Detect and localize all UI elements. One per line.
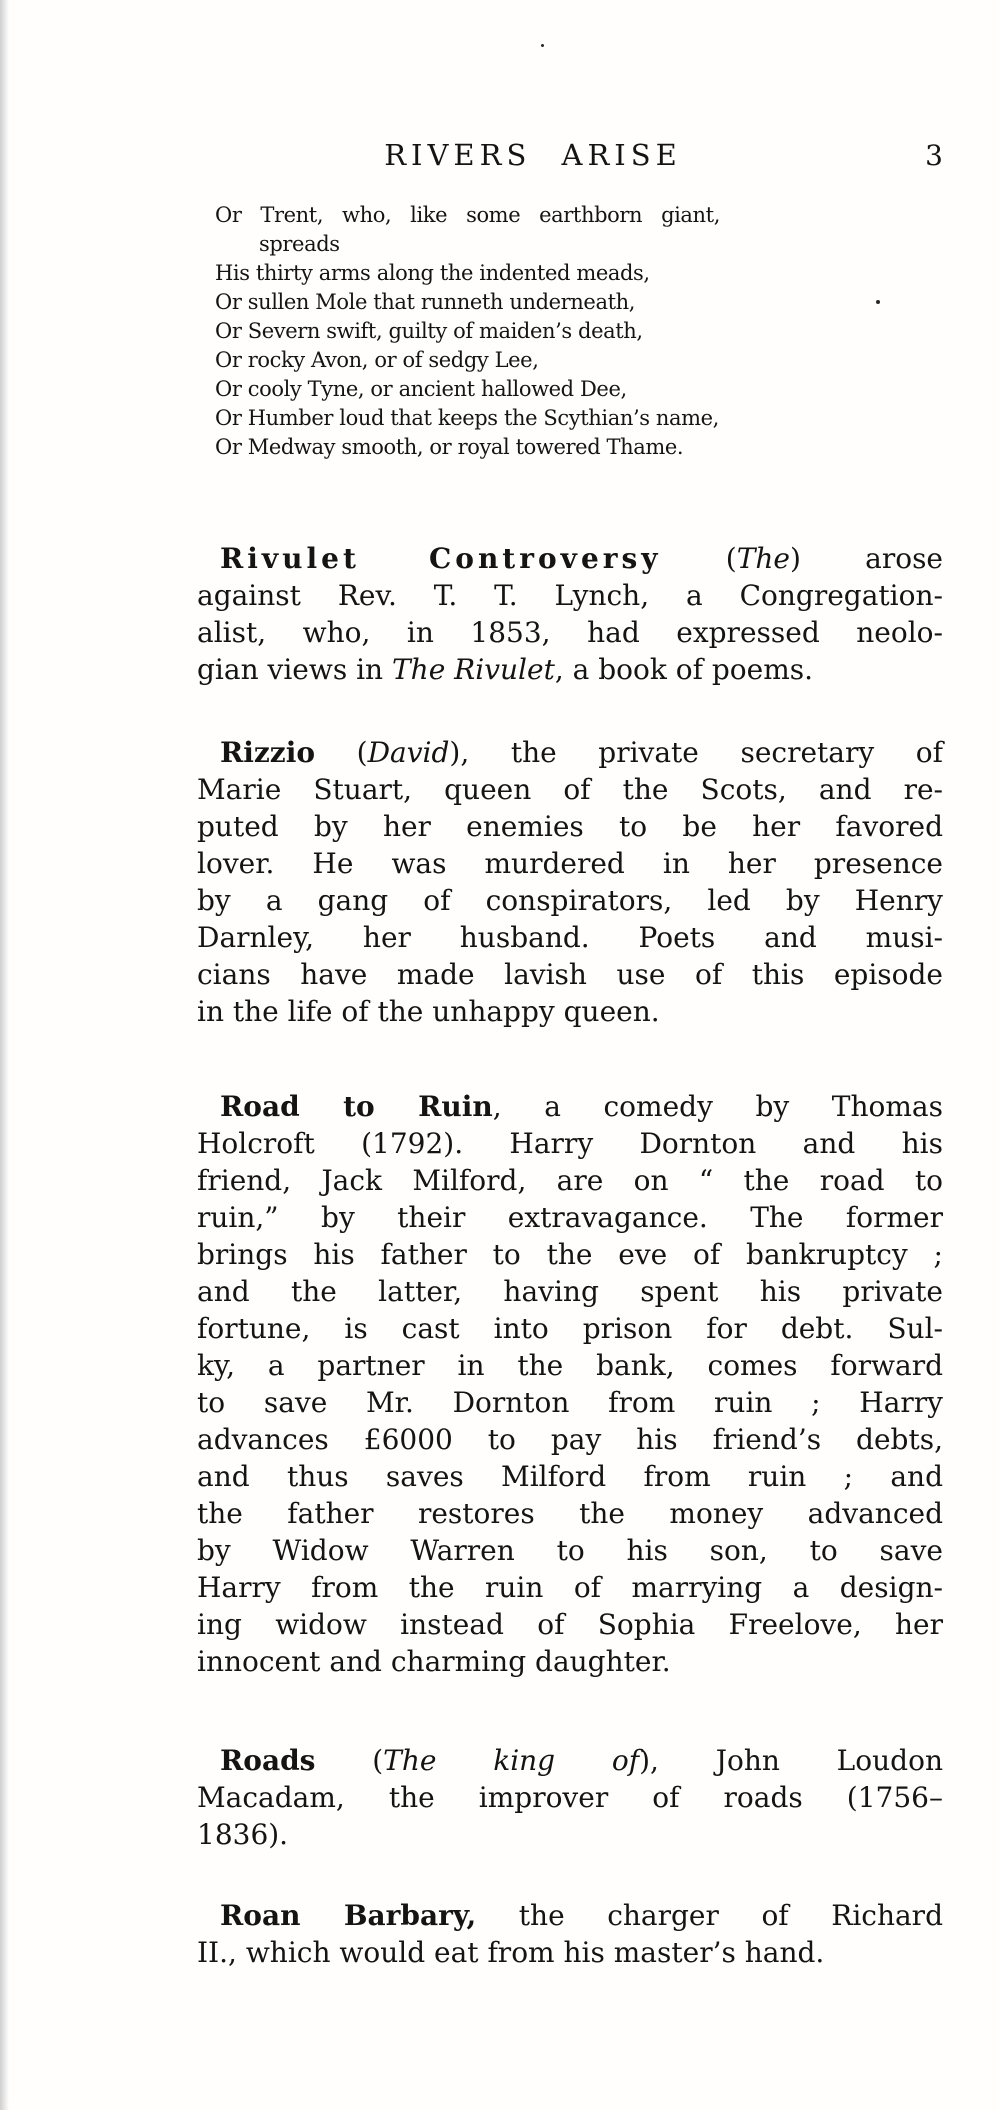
poem-block: [215, 201, 720, 462]
text-run: puted by her enemies to be her favored: [197, 810, 943, 843]
entry-line: [197, 1421, 943, 1458]
entry-line: [197, 1088, 943, 1125]
text-run: against Rev. T. T. Lynch, a Congregation-: [197, 579, 943, 612]
text-run: Harry from the ruin of marrying a design-: [197, 1571, 943, 1604]
poem-line: Or Humber loud that keeps the Scythian’s name,: [215, 406, 719, 430]
poem-line: His thirty arms along the indented meads,: [215, 261, 650, 285]
entry-rivulet-controversy: [197, 540, 943, 688]
entry-line: [197, 808, 943, 845]
entry-roads: [197, 1742, 943, 1853]
text-run: by Widow Warren to his son, to save: [197, 1534, 943, 1567]
text-run: , a comedy by Thomas: [492, 1090, 943, 1123]
poem-line: Or rocky Avon, or of sedgy Lee,: [215, 348, 539, 372]
scan-speck: [876, 300, 880, 304]
page-number: 3: [925, 139, 943, 172]
entries: [197, 540, 943, 1971]
running-head: [197, 138, 943, 178]
text-run: the father restores the money advanced: [197, 1497, 943, 1530]
text-run: Holcroft (1792). Harry Dornton and his: [197, 1127, 943, 1160]
entry-line: [197, 956, 943, 993]
text-run: innocent and charming daughter.: [197, 1645, 671, 1678]
italic-run: The: [736, 542, 790, 575]
text-run: and thus saves Milford from ruin ; and: [197, 1460, 943, 1493]
text-run: ) arose: [789, 542, 944, 575]
text-run: and the latter, having spent his private: [197, 1275, 943, 1308]
text-run: Marie Stuart, queen of the Scots, and re-: [197, 773, 943, 806]
entry-rizzio: [197, 734, 943, 1030]
poem-line: spreads: [259, 232, 340, 256]
text-run: in the life of the unhappy queen.: [197, 995, 660, 1028]
entry-line: [197, 1532, 943, 1569]
entry-line: [197, 651, 943, 688]
text-run: alist, who, in 1853, had expressed neolo-: [197, 616, 943, 649]
entry-line: [197, 1162, 943, 1199]
entry-line: [197, 993, 943, 1030]
entry-line: [197, 1310, 943, 1347]
poem-line: Or Medway smooth, or royal towered Thame.: [215, 435, 684, 459]
entry-line: [197, 1125, 943, 1162]
entry-line: [197, 1816, 943, 1853]
italic-run: David: [367, 736, 450, 769]
text-run: friend, Jack Milford, are on “ the road to: [197, 1164, 943, 1197]
text-run: Darnley, her husband. Poets and musi-: [197, 921, 943, 954]
text-run: ruin,” by their extravagance. The former: [197, 1201, 943, 1234]
entry-line: [197, 540, 943, 577]
scan-speck: [541, 44, 544, 47]
entry-line: [197, 734, 943, 771]
entry-line: [197, 1779, 943, 1816]
headword: Road to Ruin: [220, 1090, 493, 1123]
italic-run: The king of: [383, 1744, 640, 1777]
entry-line: [197, 1934, 943, 1971]
text-run: gian views in: [197, 653, 392, 686]
text-run: brings his father to the eve of bankruptcy ;: [197, 1238, 943, 1271]
text-run: by a gang of conspirators, led by Henry: [197, 884, 943, 917]
italic-run: The Rivulet: [391, 653, 555, 686]
entry-line: [197, 845, 943, 882]
entry-line: [197, 1495, 943, 1532]
text-run: II., which would eat from his master’s hand.: [197, 1936, 825, 1969]
entry-line: [197, 614, 943, 651]
text-run: lover. He was murdered in her presence: [197, 847, 943, 880]
text-run: advances £6000 to pay his friend’s debts,: [197, 1423, 943, 1456]
entry-line: [197, 1897, 943, 1934]
text-run: 1836).: [197, 1818, 289, 1851]
entry-line: [197, 577, 943, 614]
text-run: ), the private secretary of: [449, 736, 944, 769]
entry-line: [197, 1199, 943, 1236]
text-run: ing widow instead of Sophia Freelove, her: [197, 1608, 943, 1641]
headword: Roads: [220, 1744, 316, 1777]
entry-line: [197, 919, 943, 956]
text-run: Macadam, the improver of roads (1756–: [197, 1781, 943, 1814]
entry-line: [197, 1742, 943, 1779]
entry-line: [197, 882, 943, 919]
text-run: to save Mr. Dornton from ruin ; Harry: [197, 1386, 943, 1419]
entry-line: [197, 1569, 943, 1606]
headword: Rivulet Controversy: [220, 542, 662, 575]
text-run: (: [661, 542, 737, 575]
text-run: fortune, is cast into prison for debt. Sul-: [197, 1312, 943, 1345]
text-run: ky, a partner in the bank, comes forward: [197, 1349, 943, 1382]
entry-road-to-ruin: [197, 1088, 943, 1680]
text-run: , a book of poems.: [554, 653, 814, 686]
text-run: (: [315, 1744, 384, 1777]
entry-line: [197, 1273, 943, 1310]
entry-line: [197, 1458, 943, 1495]
entry-line: [197, 1384, 943, 1421]
running-title: RIVERS ARISE: [384, 138, 682, 172]
text-run: (: [315, 736, 368, 769]
headword: Roan Barbary,: [220, 1899, 477, 1932]
entry-roan-barbary: [197, 1897, 943, 1971]
poem-line: Or Trent, who, like some earthborn giant,: [215, 203, 720, 227]
entry-line: [197, 1347, 943, 1384]
poem-line: Or cooly Tyne, or ancient hallowed Dee,: [215, 377, 627, 401]
headword: Rizzio: [220, 736, 316, 769]
poem-line: Or Severn swift, guilty of maiden’s death,: [215, 319, 643, 343]
entry-line: [197, 1236, 943, 1273]
entry-line: [197, 1643, 943, 1680]
text-run: ), John Loudon: [639, 1744, 943, 1777]
entry-line: [197, 1606, 943, 1643]
text-run: cians have made lavish use of this episode: [197, 958, 943, 991]
text-run: the charger of Richard: [476, 1899, 943, 1932]
poem-line: Or sullen Mole that runneth underneath,: [215, 290, 636, 314]
entry-line: [197, 771, 943, 808]
